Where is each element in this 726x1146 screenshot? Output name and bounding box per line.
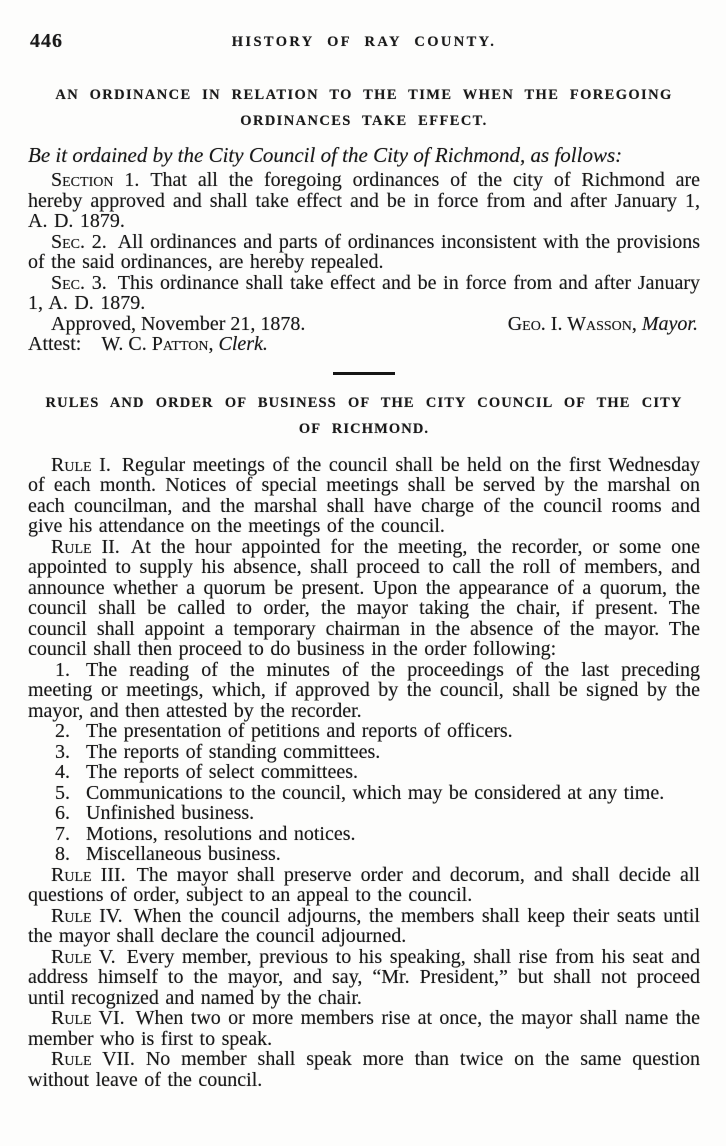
section-text: All ordinances and parts of ordinances inconsistent with the provisions of the said ordinances, are hereby repealed. [28,230,700,273]
clerk-title: Clerk. [218,333,268,355]
rule-2 [28,537,700,660]
ordinance-section-1 [28,170,700,232]
clerk-name: W. C. Patton, [101,333,214,355]
section-label: Sec. 2. [51,230,107,253]
mayor-title: Mayor. [641,312,698,335]
order-item-6 [28,803,700,824]
order-item-8 [28,844,700,865]
item-text: Communications to the council, which may be considered at any time. [86,781,665,804]
enacting-clause: Be it ordained by the City Council of the City of Richmond, as follows: [28,143,623,167]
ordinance-heading [28,82,700,134]
ordinance-heading-line2: ORDINANCES TAKE EFFECT. [240,113,488,129]
item-number: 8. [55,843,70,865]
item-text: The presentation of petitions and reports of officers. [86,720,513,742]
page-header [28,0,700,55]
item-text: Motions, resolutions and notices. [86,822,356,845]
rules-heading [28,390,700,442]
order-item-5 [28,783,700,804]
rule-5 [28,947,700,1009]
page-content [28,0,700,1090]
rule-text: Every member, previous to his speaking, shall rise from his seat and address himself to the mayor, and say, “Mr. President,” but shall not proceed until recognized and named by the chair. [28,945,700,1009]
item-number: 2. [55,720,70,742]
approval-date: Approved, November 21, 1878. [51,312,306,335]
rule-1 [28,455,700,537]
rule-label: Rule III. [51,863,126,886]
item-text: Miscellaneous business. [86,843,281,865]
rule-text: The mayor shall preserve order and decorum, and shall decide all questions of order, subject to an appeal to the council. [28,863,700,906]
item-number: 1. [55,658,70,681]
section-label: Section 1. [51,169,140,191]
section-text: That all the foregoing ordinances of the city of Richmond are hereby approved and shall take effect and be in force from and after January 1, A. D. 1879. [28,169,700,232]
rule-7 [28,1049,700,1090]
attest-label: Attest: [28,333,82,355]
order-item-2 [28,721,700,742]
rule-label: Rule VI. [51,1007,125,1029]
item-number: 5. [55,781,70,804]
item-number: 6. [55,802,70,824]
rule-label: Rule V. [51,945,116,968]
mayor-name: Geo. I. Wasson, [507,312,637,335]
section-divider [333,372,395,375]
rules-heading-line1: RULES AND ORDER OF BUSINESS OF THE CITY COUNCIL OF THE CITY [45,394,683,411]
item-number: 3. [55,740,70,763]
rule-text: No member shall speak more than twice on the same question without leave of the council. [28,1048,700,1091]
rules-heading-line2: OF RICHMOND. [298,420,430,437]
page-number: 446 [30,30,63,52]
rule-label: Rule IV. [51,904,123,927]
rule-text: Regular meetings of the council shall be held on the first Wednesday of each month. Notices of special meetings shall be served by the marshal on each councilman, and the marshal shall have charge of the council rooms and give his attendance on the meetings of the council. [28,453,701,537]
section-text: This ordinance shall take effect and be in force from and after January 1, A. D. 1879. [28,271,700,314]
order-item-1 [28,660,700,722]
rule-3 [28,865,700,906]
order-item-7 [28,824,700,845]
item-text: The reports of select committees. [86,761,359,783]
rule-text: When the council adjourns, the members shall keep their seats until the mayor shall declare the council adjourned. [28,904,700,947]
item-number: 7. [55,822,70,845]
approval-line [28,314,700,335]
item-number: 4. [55,761,70,783]
rule-text: When two or more members rise at once, the mayor shall name the member who is first to speak. [28,1007,700,1050]
rule-label: Rule VII. [51,1048,135,1070]
ordinance-section-3 [28,273,700,314]
item-text: The reports of standing committees. [86,740,381,763]
running-title: HISTORY OF RAY COUNTY. [231,34,497,50]
rule-label: Rule I. [51,453,111,476]
rule-6 [28,1008,700,1049]
ordinance-section-2 [28,232,700,273]
rule-4 [28,906,700,947]
mayor-signature [508,314,698,335]
rule-label: Rule II. [51,535,120,558]
order-item-3 [28,742,700,763]
ordinance-heading-line1: AN ORDINANCE IN RELATION TO THE TIME WHEN THE FOREGOING [55,87,673,103]
order-item-4 [28,762,700,783]
rule-text: At the hour appointed for the meeting, the recorder, or some one appointed to supply his absence, shall proceed to call the roll of members, and announce whether a quorum be present. Upon the appearance of a quorum, the council shall be called to order, the mayor taking the chair, if present. The council shall appoint a temporary chairman in the absence of the mayor. The council shall then proceed to do business in the order following: [28,535,701,660]
section-label: Sec. 3. [51,271,107,294]
item-text: The reading of the minutes of the proceedings of the last preceding meeting or meetings, which, if approved by the council, shall be signed by the mayor, and then attested by the recorder. [28,658,700,722]
attest-line [28,334,700,355]
item-text: Unfinished business. [86,802,255,824]
